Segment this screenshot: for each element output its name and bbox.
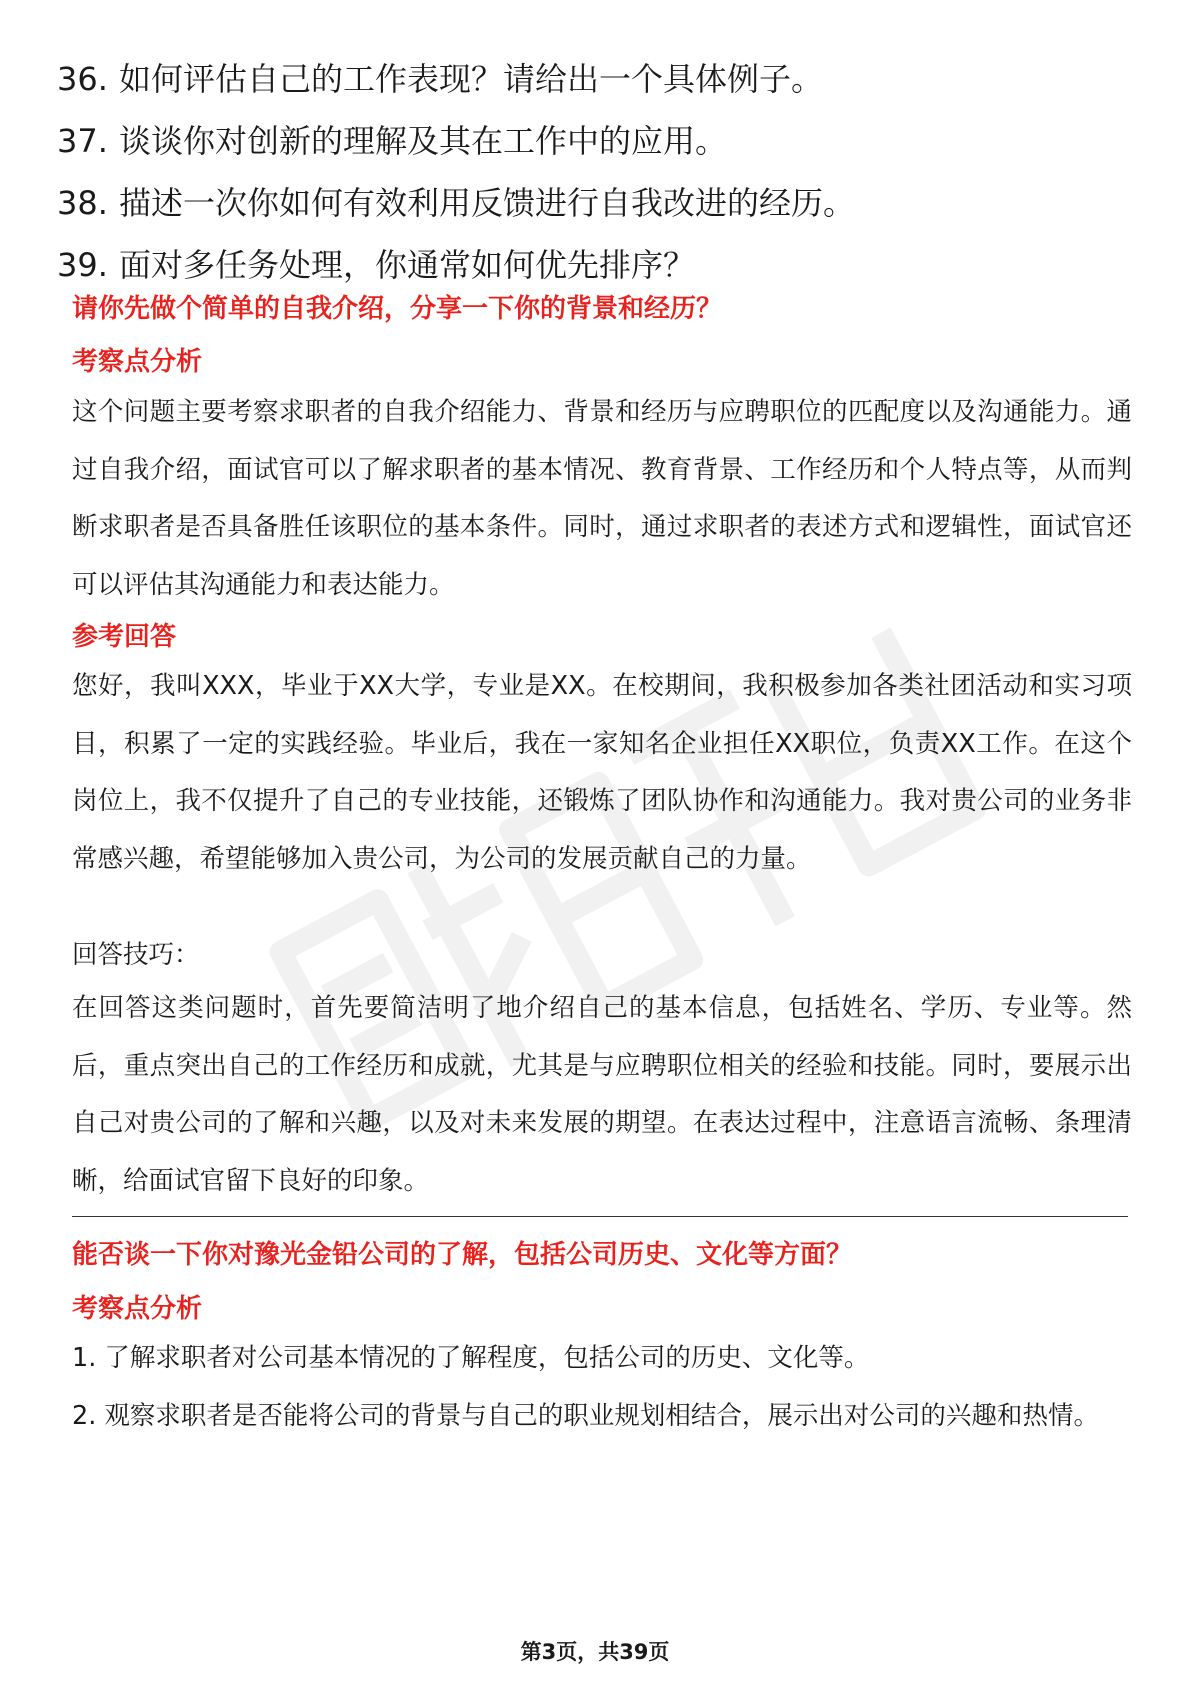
section1-answer-heading: 参考回答 [72,622,177,652]
question-item [57,172,1137,234]
section1-tips-label-wrap [72,927,1132,985]
question-number: 36. [57,60,108,98]
page-footer: 第3页，共39页 [520,1640,670,1664]
section1-tips-label: 回答技巧： [72,940,200,970]
question-number: 38. [57,184,108,222]
section1-question [72,292,1132,326]
section2-question [72,1238,1132,1272]
section1-answer-text: 您好，我叫XXX，毕业于XX大学，专业是XX。在校期间，我积极参加各类社团活动和实习项目，积累了一定的实践经验。毕业后，我在一家知名企业担任XX职位，负责XX工作。在这个岗位上，我不仅提升了自己的专业技能，还锻炼了团队协作和沟通能力。我对贵公司的业务非常感兴趣，希望能够加入贵公司，为公司的发展贡献自己的力量。 [72,671,1132,874]
question-item [57,110,1137,172]
section2-analysis-heading-wrap [72,1292,1132,1326]
section1-analysis [72,384,1132,614]
section1-tips-text: 在回答这类问题时，首先要简洁明了地介绍自己的基本信息，包括姓名、学历、专业等。然后，重点突出自己的工作经历和成就，尤其是与应聘职位相关的经验和技能。同时，要展示出自己对贵公司的了解和兴趣，以及对未来发展的期望。在表达过程中，注意语言流畅、条理清晰，给面试官留下良好的印象。 [72,993,1132,1196]
section1-analysis-text: 这个问题主要考察求职者的自我介绍能力、背景和经历与应聘职位的匹配度以及沟通能力。通过自我介绍，面试官可以了解求职者的基本情况、教育背景、工作经历和个人特点等，从而判断求职者是否具备胜任该职位的基本条件。同时，通过求职者的表述方式和逻辑性，面试官还可以评估其沟通能力和表达能力。 [72,397,1132,600]
section1-analysis-heading-wrap [72,345,1132,379]
section1-answer-heading-wrap [72,620,1132,654]
question-list [57,48,1137,296]
question-text: 谈谈你对创新的理解及其在工作中的应用。 [119,122,728,160]
question-number: 39. [57,246,108,284]
section1-question-title: 请你先做个简单的自我介绍，分享一下你的背景和经历？ [72,294,723,324]
question-text: 如何评估自己的工作表现？请给出一个具体例子。 [119,60,824,98]
section2-analysis-heading: 考察点分析 [72,1294,203,1324]
section1-answer [72,658,1132,888]
section1-tips [72,980,1132,1210]
question-item [57,234,1137,296]
section2-question-title: 能否谈一下你对豫光金铅公司的了解，包括公司历史、文化等方面？ [72,1240,853,1270]
question-text: 描述一次你如何有效利用反馈进行自我改进的经历。 [119,184,856,222]
question-number: 37. [57,122,108,160]
question-item [57,48,1137,110]
section-divider [72,1216,1128,1217]
section2-point: 1. 了解求职者对公司基本情况的了解程度，包括公司的历史、文化等。 [72,1343,870,1373]
section2-point: 2. 观察求职者是否能将公司的背景与自己的职业规划相结合，展示出对公司的兴趣和热情。 [72,1400,1099,1431]
section2-points [72,1330,1132,1445]
section1-analysis-heading: 考察点分析 [72,347,203,377]
question-text: 面对多任务处理，你通常如何优先排序？ [119,246,696,284]
